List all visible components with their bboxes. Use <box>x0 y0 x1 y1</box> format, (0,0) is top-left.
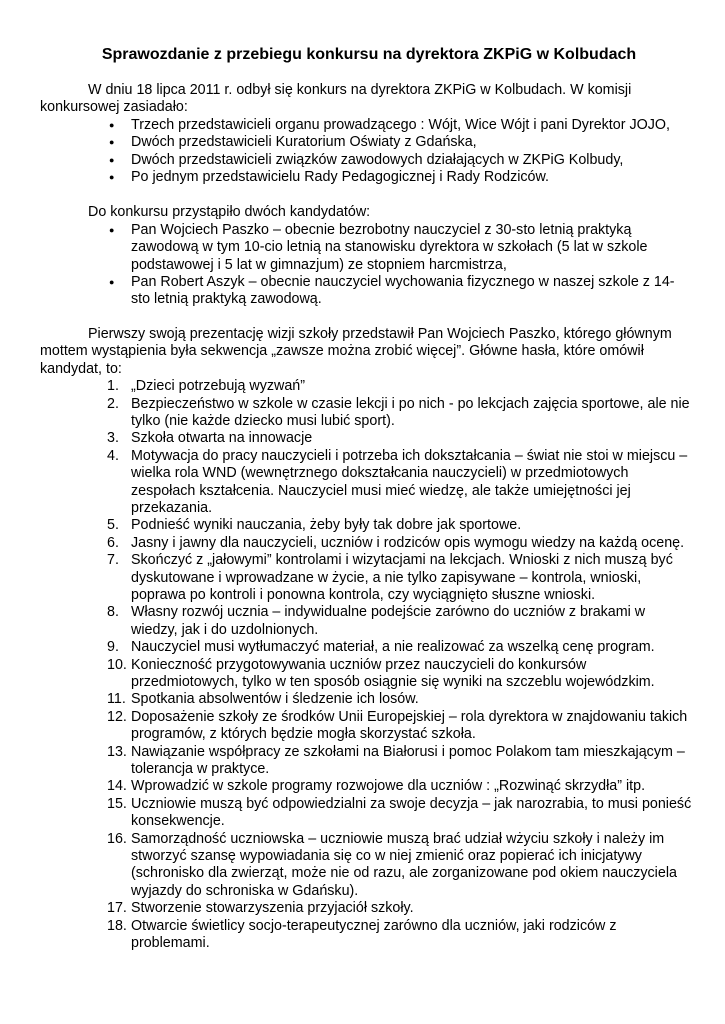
item-text: Jasny i jawny dla nauczycieli, uczniów i rodziców opis wymogu wiedzy na każdą ocenę. <box>131 534 685 551</box>
item-text: Podnieść wyniki nauczania, żeby były tak dobre jak sportowe. <box>131 517 522 534</box>
list-item <box>107 708 692 744</box>
item-text: Skończyć z „jałowymi” kontrolami i wizytacjami na lekcjach. Wnioski z nich muszą być dyskutowane i wprowadzane w życie, a nie tylko zapisywane – kontrola, wnioski, poprawa po kontroli i ponowna kontrola, czy wyciągnięto słuszne wnioski. <box>131 552 673 603</box>
list-item <box>107 604 692 639</box>
list-item <box>107 900 692 917</box>
item-number: 12. <box>107 708 127 725</box>
item-text: Stworzenie stowarzyszenia przyjaciół szkoły. <box>131 900 414 917</box>
document-page <box>40 0 692 953</box>
item-text: Konieczność przygotowywania uczniów przez nauczycieli do konkursów przedmiotowych, tylko w ten sposób osiągnie się wyniki na szczeblu wojewódzkim. <box>131 656 655 690</box>
list-item <box>107 639 692 656</box>
item-text: Własny rozwój ucznia – indywidualne podejście zarówno do uczniów z brakami w wiedzy, jak i do uzdolnionych. <box>131 604 646 638</box>
item-number: 4. <box>107 447 119 464</box>
item-text: Samorządność uczniowska – uczniowie muszą brać udział wżyciu szkoły i należy im stworzyć szansę wypowiadania się co w niej zmienić oraz popierać ich inicjatywy (schronisko dla zwierząt, może nie od razu, ale zorganizowane pod okiem nauczyciela wyjazdy do schroniska w Gdańsku). <box>131 830 677 899</box>
list-item: ● Dwóch przedstawicieli związków zawodowych działających w ZKPiG Kolbudy, <box>131 152 692 169</box>
list-item: ● Pan Robert Aszyk – obecnie nauczyciel wychowania fizycznego w naszej szkole z 14-sto letnią praktyką zawodową. <box>131 274 692 309</box>
list-item: ● Dwóch przedstawicieli Kuratorium Oświaty z Gdańska, <box>131 134 692 151</box>
item-number: 17. <box>107 900 127 917</box>
item-number: 11. <box>107 691 126 708</box>
item-text: Nauczyciel musi wytłumaczyć materiał, a nie realizować za wszelką cenę program. <box>131 639 655 656</box>
list-item: ● Po jednym przedstawicielu Rady Pedagogicznej i Rady Rodziców. <box>131 169 692 186</box>
list-item <box>107 743 692 779</box>
slogans-list <box>40 378 692 952</box>
item-text: Bezpieczeństwo w szkole w czasie lekcji i po nich - po lekcjach zajęcia sportowe, ale nie tylko (nie każde dziecko musi lubić sport). <box>131 395 690 429</box>
list-item <box>107 552 692 604</box>
item-number: 1. <box>107 378 119 395</box>
list-item <box>107 691 692 708</box>
list-item <box>107 778 692 795</box>
item-text: Doposażenie szkoły ze środków Unii Europejskiej – rola dyrektora w znajdowaniu takich programów, z których będzie mogła skorzystać szkoła. <box>131 708 688 743</box>
list-item <box>107 517 692 534</box>
list-item <box>107 656 692 692</box>
list-item <box>107 795 692 831</box>
item-number: 8. <box>107 604 119 621</box>
item-number: 3. <box>107 430 119 447</box>
item-number: 7. <box>107 552 119 569</box>
list-item <box>107 395 692 431</box>
list-item: ● Trzech przedstawicieli organu prowadzącego : Wójt, Wice Wójt i pani Dyrektor JOJO, <box>131 117 692 134</box>
list-item <box>107 830 692 901</box>
document-title: Sprawozdanie z przebiegu konkursu na dyrektora ZKPiG w Kolbudach <box>101 46 637 63</box>
item-text: Wprowadzić w szkole programy rozwojowe dla uczniów : „Rozwinąć skrzydła” itp. <box>131 778 646 795</box>
presentation-paragraph: Pierwszy swoją prezentację wizji szkoły przedstawił Pan Wojciech Paszko, którego głównym mottem wystąpienia była sekwencja „zawsze można zrobić więcej”. Główne hasła, które omówił kandydat, to: <box>40 325 672 377</box>
item-number: 18. <box>107 917 127 934</box>
candidates-list <box>40 222 692 309</box>
item-number: 5. <box>107 517 119 534</box>
list-item <box>107 534 692 552</box>
list-item: ● Pan Wojciech Paszko – obecnie bezrobotny nauczyciel z 30-sto letnią praktyką zawodową w tym 10-cio letnią na stanowisku dyrektora w szkołach (5 lat w szkole podstawowej i 5 lat w gimnazjum) ze stopniem harcmistrza, <box>131 222 692 274</box>
list-item <box>107 430 692 447</box>
item-text: Motywacja do pracy nauczycieli i potrzeba ich dokształcania – świat nie stoi w miejscu – wielka rola WND (wewnętrznego dokształcania nauczycieli) w przedmiotowych zespołach kształcenia. Nauczyciel musi mieć wiedzę, ale także umiejętności jej przekazania. <box>131 447 688 516</box>
item-text: Szkoła otwarta na innowacje <box>131 430 313 447</box>
item-text: Nawiązanie współpracy ze szkołami na Białorusi i pomoc Polakom tam mieszkającym – tolerancja w praktyce. <box>131 743 685 778</box>
list-item <box>107 447 692 518</box>
item-number: 10. <box>107 656 127 673</box>
intro-paragraph: W dniu 18 lipca 2011 r. odbył się konkurs na dyrektora ZKPiG w Kolbudach. W komisji konkursowej zasiadało: <box>40 82 632 116</box>
list-item <box>107 378 692 395</box>
item-number: 14. <box>107 778 127 795</box>
list-item <box>107 917 692 953</box>
item-text: „Dzieci potrzebują wyzwań” <box>131 378 306 395</box>
item-text: Spotkania absolwentów i śledzenie ich losów. <box>131 691 419 708</box>
item-number: 2. <box>107 395 119 412</box>
item-number: 15. <box>107 795 127 812</box>
item-text: Otwarcie świetlicy socjo-terapeutycznej zarówno dla uczniów, jaki rodziców z problemami. <box>131 917 617 952</box>
item-number: 6. <box>107 534 119 551</box>
item-text: Uczniowie muszą być odpowiedzialni za swoje decyzja – jak narozrabia, to musi ponieść konsekwencje. <box>131 795 692 830</box>
item-number: 9. <box>107 639 119 656</box>
item-number: 13. <box>107 743 127 760</box>
candidates-intro-paragraph: Do konkursu przystąpiło dwóch kandydatów: <box>88 204 371 221</box>
committee-list <box>40 117 692 187</box>
item-number: 16. <box>107 830 127 847</box>
